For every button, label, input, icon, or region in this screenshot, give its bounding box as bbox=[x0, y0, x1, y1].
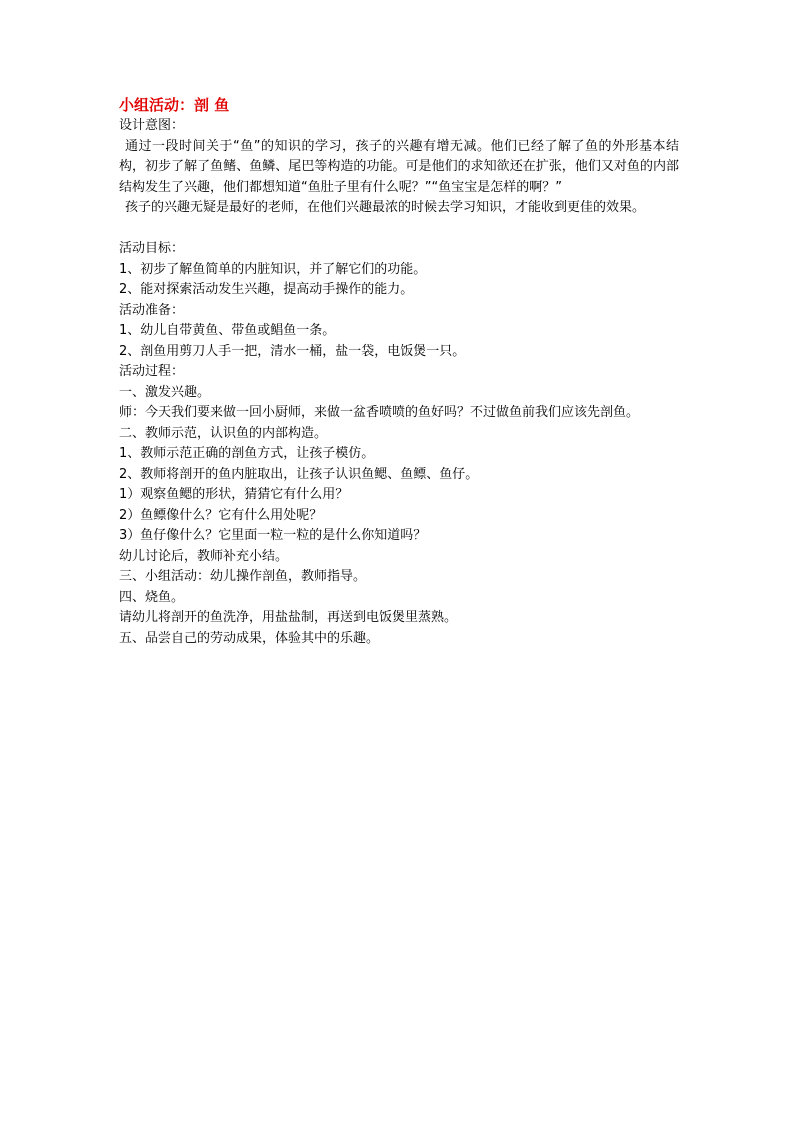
process-substep: 2、教师将剖开的鱼内脏取出，让孩子认识鱼鳃、鱼鳔、鱼仔。 bbox=[119, 466, 479, 482]
process-question: 3）鱼仔像什么？它里面一粒一粒的是什么你知道吗？ bbox=[119, 528, 427, 543]
process-question: 1）观察鱼鳃的形状，猜猜它有什么用？ bbox=[119, 487, 349, 502]
prep-item: 1、幼儿自带黄鱼、带鱼或鲳鱼一条。 bbox=[119, 323, 336, 338]
prep-item: 2、剖鱼用剪刀人手一把，清水一桶，盐一袋，电饭煲一只。 bbox=[119, 343, 466, 359]
process-step: 二、教师示范，认识鱼的内部构造。 bbox=[119, 425, 328, 441]
document-body bbox=[119, 95, 679, 649]
process-step: 五、品尝自己的劳动成果，体验其中的乐趣。 bbox=[119, 630, 380, 646]
process-step: 三、小组活动：幼儿操作剖鱼，教师指导。 bbox=[119, 569, 367, 584]
process-question: 2）鱼鳔像什么？它有什么用处呢？ bbox=[119, 507, 323, 523]
goal-item: 1、初步了解鱼简单的内脏知识，并了解它们的功能。 bbox=[119, 261, 427, 277]
process-heading: 活动过程： bbox=[119, 364, 185, 379]
goals-heading: 活动目标： bbox=[119, 241, 185, 256]
design-heading: 设计意图： bbox=[119, 118, 185, 133]
process-step-text: 请幼儿将剖开的鱼洗净，用盐盐制，再送到电饭煲里蒸熟。 bbox=[119, 610, 458, 625]
spacer bbox=[119, 219, 679, 240]
document-title: 小组活动：剖 鱼 bbox=[119, 96, 230, 114]
goal-item: 2、能对探索活动发生兴趣，提高动手操作的能力。 bbox=[119, 282, 414, 297]
design-paragraph-1: 通过一段时间关于“鱼”的知识的学习，孩子的兴趣有增无减。他们已经了解了鱼的外形基本结构，初步了解了鱼鳍、鱼鳞、尾巴等构造的功能。可是他们的求知欲还在扩张，他们又对鱼的内部结构发生了兴趣，他们都想知道“鱼肚子里有什么呢？”“鱼宝宝是怎样的啊？” bbox=[119, 138, 679, 195]
process-summary: 幼儿讨论后，教师补充小结。 bbox=[119, 548, 289, 564]
process-step: 四、烧鱼。 bbox=[119, 589, 185, 605]
design-paragraph-2: 孩子的兴趣无疑是最好的老师，在他们兴趣最浓的时候去学习知识，才能收到更佳的效果。 bbox=[125, 200, 646, 215]
process-step: 一、激发兴趣。 bbox=[119, 384, 211, 400]
prep-heading: 活动准备： bbox=[119, 302, 185, 318]
process-substep: 1、教师示范正确的剖鱼方式，让孩子模仿。 bbox=[119, 446, 375, 461]
process-step-text: 师：今天我们要来做一回小厨师，来做一盆香喷喷的鱼好吗？不过做鱼前我们应该先剖鱼。 bbox=[119, 405, 640, 420]
